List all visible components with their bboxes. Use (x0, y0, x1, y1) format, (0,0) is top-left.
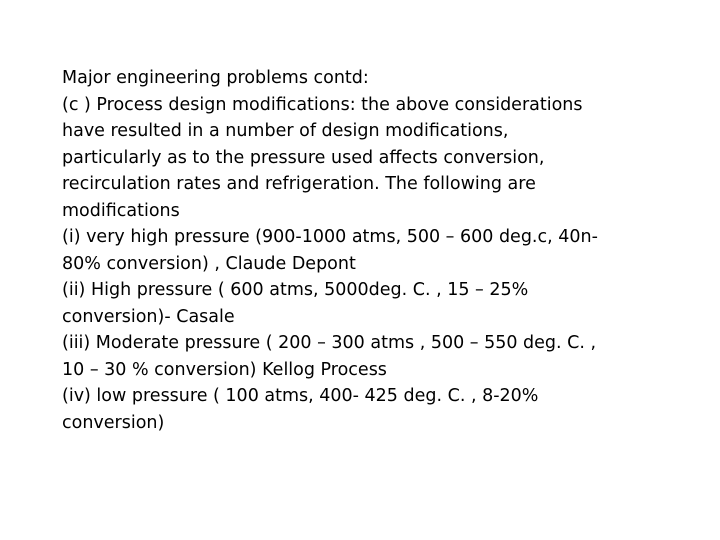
text-line: recirculation rates and refrigeration. The following are (62, 174, 536, 194)
text-line: (iii) Moderate pressure ( 200 – 300 atms , 500 – 550 deg. C. , (62, 333, 597, 353)
text-line: (i) very high pressure (900-1000 atms, 500 – 600 deg.c, 40n- (62, 227, 598, 247)
text-line: (c ) Process design modifications: the above considerations (62, 94, 583, 115)
text-line: modifications (62, 200, 180, 221)
text-line: conversion) (62, 412, 165, 433)
text-line: 80% conversion) , Claude Depont (62, 253, 356, 274)
text-line: 10 – 30 % conversion) Kellog Process (62, 359, 387, 380)
slide-body-text (62, 65, 662, 436)
heading-line: Major engineering problems contd: (62, 68, 369, 88)
text-line: particularly as to the pressure used affects conversion, (62, 147, 545, 168)
text-line: (ii) High pressure ( 600 atms, 5000deg. C. , 15 – 25% (62, 280, 529, 300)
text-line: (iv) low pressure ( 100 atms, 400- 425 deg. C. , 8-20% (62, 386, 539, 406)
text-line: have resulted in a number of design modifications, (62, 121, 509, 141)
text-line: conversion)- Casale (62, 306, 235, 327)
